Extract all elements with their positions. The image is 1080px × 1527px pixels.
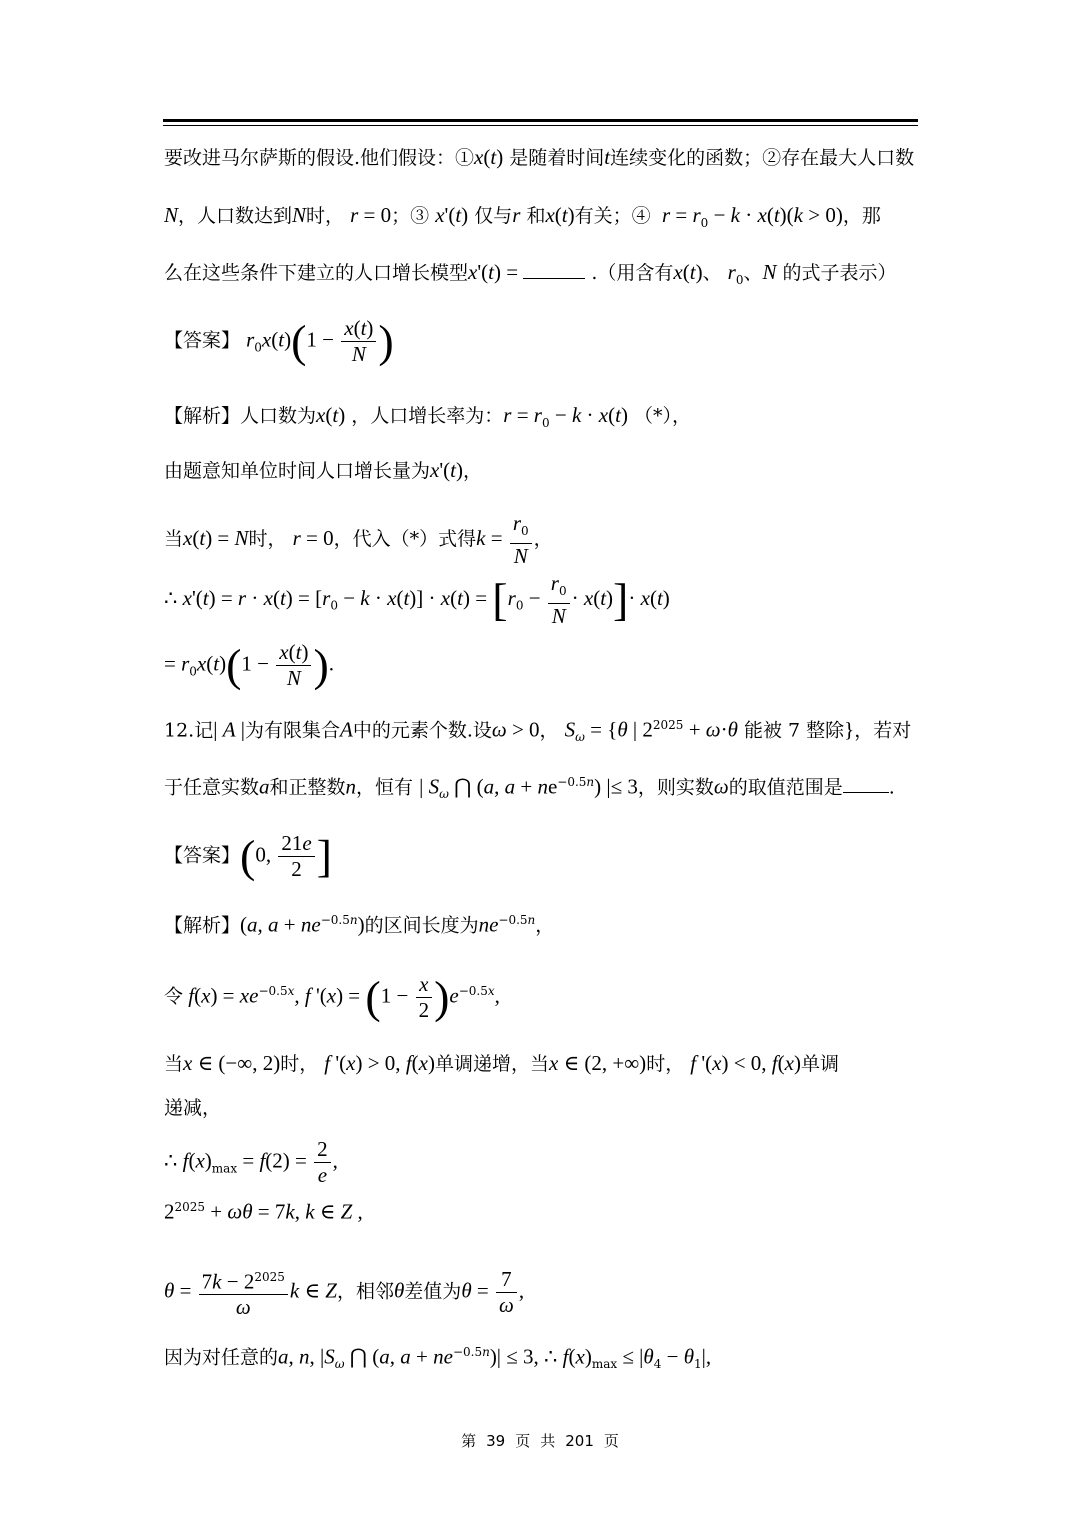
page-footer: 第 39 页 共 201 页 [461,1432,619,1450]
text-line: 要改进马尔萨斯的假设.他们假设：①x(t) 是随着时间t连续变化的函数；②存在最大人口数 [164,145,915,169]
analysis-line: 递减， [164,1097,222,1119]
analysis-line: ∴ $f(x)_{max} = f(2)$ = $\frac{2}{e}$ , [164,1137,338,1187]
text-line: 么在这些条件下建立的人口增长模型x'(t) = .（用含有x(t)、 $r_0$、N 的式子表示） [164,260,897,287]
analysis-line: 令 $f(x) = xe^{-0.5x}$, f '(x) = (1 − $\frac{x}{2}$ )$e^{-0.5x}$, [164,971,500,1023]
analysis-line: 当x ∈ (−∞, 2)时， f '(x) > 0, f(x)单调递增，当x ∈ (2, +∞)时， f '(x) < 0, f(x)单调 [164,1051,839,1075]
text-line: N，人口数达到N时， r = 0；③ x'(t) 仅与r 和x(t)有关；④ $r = r_0 - k \cdot x(t)(k > 0)$，那 [164,203,881,230]
analysis-line: θ = $\frac{7k - 2^{2025}}{\omega}$ k ∈ Z，相邻θ差值为θ = $\frac{7}{\omega}$ , [164,1265,524,1320]
analysis-line: 因为对任意的a, n, $|S_\omega$ ⋂ (a, $a + ne^{-0.5n})| \le 3$, ∴ $f(x)_{max} \le |\theta_4 - \theta_1|$, [164,1344,712,1372]
analysis-line: $2^{2025} + \omega\theta = 7k$, k ∈ Z , [164,1199,363,1224]
analysis-line: 当x(t) = N时， r = 0，代入（*）式得k = $\frac{r_0}{N}$ ， [164,511,553,568]
question-12: 于任意实数a和正整数n，恒有 | $S_\omega$ ⋂ (a, $a + ne^{-0.5n}$) |≤ 3，则实数ω的取值范围是 . [164,774,895,802]
analysis-line: ∴ $x'(t) = r \cdot x(t) = [r_0 - k \cdot x(t)] \cdot x(t) = [r_0$ − $\frac{r_0}{N}$ · x(t)]· x(t) [164,571,670,628]
analysis-line: 【解析】人口数为x(t) ，人口增长率为：$r = r_0 - k \cdot x(t)$ （*）， [164,403,692,430]
analysis-line: 由题意知单位时间人口增长量为x'(t)， [164,458,482,482]
header-rule-thin [163,125,918,126]
header-rule-thick [163,119,918,122]
answer-blank [843,774,889,793]
answer-line: 【答案】 $r_0x(t)(1$ − $\frac{x(t)}{N}$ ) [164,315,394,367]
analysis-line: 【解析】(a, $a + ne^{-0.5n}$)的区间长度为$ne^{-0.5n}$， [164,912,555,937]
analysis-line: = $r_0x(t)(1$ − $\frac{x(t)}{N}$ ). [164,639,335,691]
answer-blank [523,260,585,279]
question-12: 12.记| A |为有限集合A中的元素个数.设ω > 0， $S_\omega = \{\theta$ | $2^{2025} + \omega\cdot\theta$ 能被 7 整除}，若对 [164,717,912,745]
answer-line: 【答案】(0, $\frac{21e}{2}$ ] [164,830,332,882]
